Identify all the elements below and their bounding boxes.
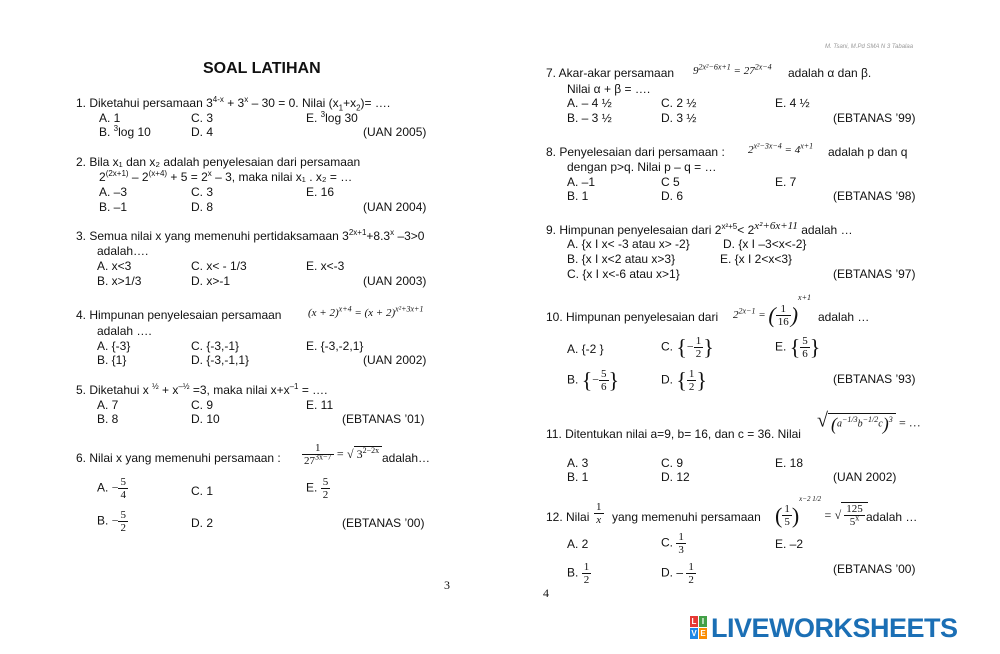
option-c[interactable]: C. $\frac{1}{3}$ — [661, 531, 684, 556]
fraction-1-over-x: $\frac{1}{x}$ — [596, 501, 602, 526]
option-c[interactable]: C. {-3,-1} — [191, 339, 240, 353]
option-c[interactable]: C. 2 ½ — [661, 96, 697, 110]
option-c[interactable]: C. 3 — [191, 185, 214, 199]
page-title: SOAL LATIHAN — [203, 60, 321, 77]
option-e[interactable]: E. {x I 2<x<3} — [720, 252, 793, 266]
option-b[interactable]: B. 1 — [567, 189, 589, 203]
source-label: (EBTANAS ’00) — [833, 562, 916, 576]
option-a[interactable]: A. {-2 } — [567, 342, 604, 356]
option-e[interactable]: E. –2 — [775, 537, 804, 551]
equation: $2^{2x-1}$ = ( $\frac{1}{16}$ )$^{x+1}$ — [733, 293, 811, 328]
question-11-line1: 11. Ditentukan nilai a=9, b= 16, dan c = 36. Nilai — [546, 427, 801, 441]
option-e[interactable]: E. 11 — [306, 398, 334, 412]
option-b[interactable]: B. {x I x<2 atau x>3} — [567, 252, 676, 266]
option-e[interactable]: E. $^3$log 30 — [306, 110, 358, 125]
option-a[interactable]: A. – 4 ½ — [567, 96, 612, 110]
equation: $9^{2x^2-6x+1} = 27^{2x-4}$ — [693, 62, 772, 77]
option-e[interactable]: E. $\frac{5}{2}$ — [306, 476, 329, 501]
question-7-end: adalah α dan β. — [788, 66, 872, 80]
option-d[interactable]: D. 4 — [191, 125, 214, 139]
equation: $(x + 2)^{x+4} = (x + 2)^{x^2+3x+1}$ — [308, 304, 424, 319]
option-b[interactable]: B. 1 — [567, 470, 589, 484]
option-a[interactable]: A. {-3} — [97, 339, 131, 353]
option-e[interactable]: E. 4 ½ — [775, 96, 810, 110]
liveworksheets-icon: L I V E — [691, 617, 706, 638]
option-b[interactable]: B. 8 — [97, 412, 119, 426]
option-c[interactable]: C. {x I x<-6 atau x>1} — [567, 267, 680, 281]
question-8-end: adalah p dan q — [828, 145, 908, 159]
option-d[interactable]: D. x>-1 — [191, 274, 231, 288]
option-b[interactable]: B. – 3 ½ — [567, 111, 612, 125]
option-c[interactable]: C. {− $\frac{1}{2}$ } — [661, 334, 714, 360]
source-label: (UAN 2002) — [363, 353, 427, 367]
option-e[interactable]: E. { $\frac{5}{6}$ } — [775, 334, 821, 360]
source-label: (UAN 2002) — [833, 470, 897, 484]
option-c[interactable]: C 5 — [661, 175, 680, 189]
option-d[interactable]: D. 3 ½ — [661, 111, 697, 125]
option-a[interactable]: A. 3 — [567, 456, 589, 470]
source-label: (EBTANAS ’93) — [833, 372, 916, 386]
option-c[interactable]: C. x< - 1/3 — [191, 259, 247, 273]
question-12-line1: 12. Nilai — [546, 510, 590, 524]
option-b[interactable]: B. $^3$log 10 — [99, 124, 151, 139]
option-a[interactable]: A. {x I x< -3 atau x> -2} — [567, 237, 690, 251]
question-2-line2: $2^{(2x+1)} - 2^{(x+4)} + 5 = 2^x - 3$, maka nilai x₁ . x₂ = … — [99, 169, 353, 184]
option-d[interactable]: D. – $\frac{1}{2}$ — [661, 561, 694, 586]
question-1: 1. Diketahui persamaan $3^{4-x} + 3^x - 30 = 0$. Nilai $(x_1+x_2)=$ …. — [76, 95, 391, 113]
option-d[interactable]: D. { $\frac{1}{2}$ } — [661, 367, 707, 393]
source-label: (UAN 2003) — [363, 274, 427, 288]
source-label: (UAN 2004) — [363, 200, 427, 214]
option-b[interactable]: B. $\frac{1}{2}$ — [567, 561, 590, 586]
option-b[interactable]: B. x>1/3 — [97, 274, 142, 288]
question-10-line1: 10. Himpunan penyelesaian dari — [546, 310, 719, 324]
question-4-line1: 4. Himpunan penyelesaian persamaan — [76, 308, 282, 322]
option-e[interactable]: E. 18 — [775, 456, 804, 470]
question-7-line1: 7. Akar-akar persamaan — [546, 66, 675, 80]
question-6-line1: 6. Nilai x yang memenuhi persamaan : — [76, 451, 281, 465]
option-d[interactable]: D. {x I –3<x<-2} — [723, 237, 807, 251]
source-label: (EBTANAS ’99) — [833, 111, 916, 125]
equation: $\frac{1}{27^{3x-7}}$ = √ $3^{2-2x}$ — [302, 442, 382, 467]
question-4-line2: adalah …. — [97, 324, 152, 338]
author-note: M. Tsani, M.Pd SMA N 3 Tabalaa — [825, 44, 914, 50]
option-e[interactable]: E. {-3,-2,1} — [306, 339, 364, 353]
option-d[interactable]: D. 12 — [661, 470, 690, 484]
question-2-line1: 2. Bila x₁ dan x₂ adalah penyelesaian dari persamaan — [76, 155, 361, 169]
option-b[interactable]: B. {− $\frac{5}{6}$ } — [567, 367, 620, 393]
option-b[interactable]: B. {1} — [97, 353, 127, 367]
question-5-line1: 5. Diketahui x $^{\frac{1}{2}} + x^{-\frac{1}{2}} =3$, maka nilai $x+x^{-1}$ = …. — [76, 382, 328, 397]
option-a[interactable]: A. − $\frac{5}{4}$ — [97, 476, 126, 501]
option-b[interactable]: B. − $\frac{5}{2}$ — [97, 509, 126, 534]
equation: ( $\frac{1}{5}$ )$^{x-2 1/2}$ = √ $\frac{125}{5^x}$ — [775, 499, 868, 528]
option-d[interactable]: D. 10 — [191, 412, 220, 426]
option-e[interactable]: E. 16 — [306, 185, 335, 199]
liveworksheets-logo: L I V E LIVEWORKSHEETS — [691, 613, 958, 643]
page-number: 3 — [444, 578, 450, 592]
source-label: (EBTANAS ’01) — [342, 412, 425, 426]
option-c[interactable]: C. 9 — [661, 456, 684, 470]
equation: √ $(a^{-1/3}b^{-1/2}c)^3$ = … — [817, 409, 921, 434]
question-9-line1: 9. Himpunan penyelesaian dari $2^{x^2+5}< 2^{x^2+6x+11}$ adalah … — [546, 220, 853, 237]
page-number: 4 — [543, 586, 549, 600]
source-label: (EBTANAS ’97) — [833, 267, 916, 281]
question-3-line2: adalah…. — [97, 244, 149, 258]
option-c[interactable]: C. 1 — [191, 484, 214, 498]
equation: $2^{x^2-3x-4} = 4^{x+1}$ — [748, 141, 814, 156]
option-a[interactable]: A. x<3 — [97, 259, 132, 273]
option-e[interactable]: E. x<-3 — [306, 259, 345, 273]
option-c[interactable]: C. 3 — [191, 111, 214, 125]
source-label: (EBTANAS ’00) — [342, 516, 425, 530]
source-label: (UAN 2005) — [363, 125, 427, 139]
option-a[interactable]: A. 2 — [567, 537, 589, 551]
option-d[interactable]: D. 8 — [191, 200, 214, 214]
question-8-line1: 8. Penyelesaian dari persamaan : — [546, 145, 725, 159]
question-10-end: adalah … — [818, 310, 870, 324]
question-3-line1: 3. Semua nilai x yang memenuhi pertidaksamaan $3^{2x+1}+8.3^x$ –3>0 — [76, 228, 425, 243]
question-8-line2: dengan p>q. Nilai p – q = … — [567, 160, 717, 174]
option-d[interactable]: D. 2 — [191, 516, 214, 530]
question-6-end: adalah… — [382, 451, 431, 465]
option-e[interactable]: E. 7 — [775, 175, 797, 189]
option-d[interactable]: D. 6 — [661, 189, 684, 203]
option-c[interactable]: C. 9 — [191, 398, 214, 412]
source-label: (EBTANAS ’98) — [833, 189, 916, 203]
option-d[interactable]: D. {-3,-1,1} — [191, 353, 250, 367]
option-a[interactable]: A. 1 — [99, 111, 121, 125]
option-b[interactable]: B. –1 — [99, 200, 128, 214]
question-12-mid: yang memenuhi persamaan — [612, 510, 761, 524]
option-a[interactable]: A. –3 — [99, 185, 128, 199]
question-12-end: adalah … — [866, 510, 918, 524]
option-a[interactable]: A. 7 — [97, 398, 119, 412]
option-a[interactable]: A. –1 — [567, 175, 596, 189]
question-7-line2: Nilai α + β = …. — [567, 82, 651, 96]
